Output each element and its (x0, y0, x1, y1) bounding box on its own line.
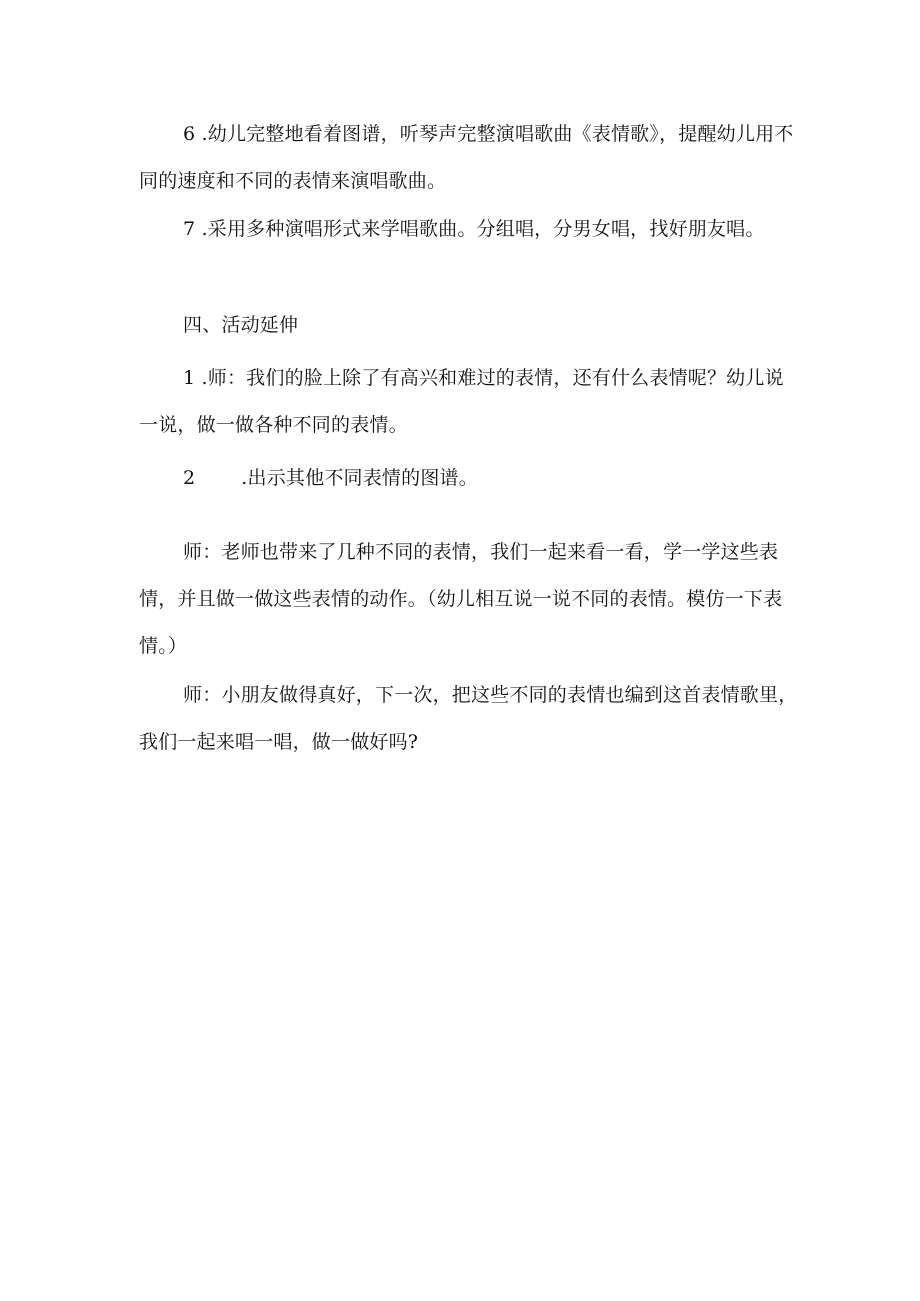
paragraph-teacher-2: 师：小朋友做得真好，下一次，把这些不同的表情也编到这首表情歌里，我们一起来唱一唱，做一做好吗? (139, 684, 798, 753)
paragraph-item-1: 1 .师：我们的脸上除了有高兴和难过的表情，还有什么表情呢？幼儿说一说，做一做各种不同的表情。 (139, 367, 784, 436)
paragraph-item-7: 7 .采用多种演唱形式来学唱歌曲。分组唱，分男女唱，找好朋友唱。 (183, 218, 765, 240)
section-heading: 四、活动延伸 (183, 314, 299, 336)
paragraph-item-2 (139, 455, 799, 502)
item-2-text: .出示其他不同表情的图谱。 (241, 467, 478, 489)
paragraph-teacher-1: 师：老师也带来了几种不同的表情，我们一起来看一看，学一学这些表情，并且做一做这些表情的动作。（幼儿相互说一说不同的表情。模仿一下表情。） (139, 541, 783, 657)
paragraph-item-6: 6 .幼儿完整地看着图谱，听琴声完整演唱歌曲《表情歌》，提醒幼儿用不同的速度和不同的表情来演唱歌曲。 (139, 123, 794, 192)
item-2-number: 2 (183, 467, 196, 489)
